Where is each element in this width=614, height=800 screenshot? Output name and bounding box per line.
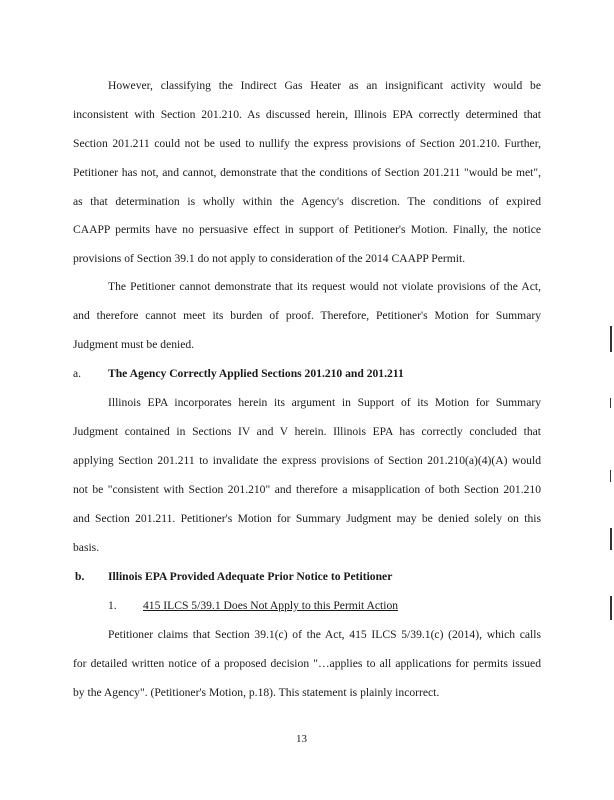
paragraph-4-line: by the Agency". (Petitioner's Motion, p.18). This statement is plainly incorrect. (73, 686, 440, 699)
paragraph-1-line: However, classifying the Indirect Gas Heater as an insignificant activity would be (108, 79, 541, 92)
paragraph-2-line: and therefore cannot meet its burden of proof. Therefore, Petitioner's Motion for Summary (73, 309, 541, 322)
paragraph-3-line: Illinois EPA incorporates herein its argument in Support of its Motion for Summary (108, 396, 541, 409)
paragraph-1-line: CAAPP permits have no persuasive effect in support of Petitioner's Motion. Finally, the notice (73, 223, 541, 236)
scan-edge-mark (610, 326, 612, 352)
paragraph-1-line: Section 201.211 could not be used to nullify the express provisions of Section 201.210. Further, (73, 137, 541, 150)
subheading-1-title (143, 599, 398, 613)
subheading-1-label: 1. (108, 599, 117, 612)
heading-a-title: The Agency Correctly Applied Sections 201.210 and 201.211 (108, 367, 404, 380)
scan-edge-mark (610, 528, 612, 550)
paragraph-2-line: Judgment must be denied. (73, 338, 195, 351)
heading-b-label: b. (75, 570, 85, 583)
paragraph-3-line: applying Section 201.211 to invalidate the express provisions of Section 201.210(a)(4)(A) would (73, 454, 541, 467)
paragraph-4-line: Petitioner claims that Section 39.1(c) of the Act, 415 ILCS 5/39.1(c) (2014), which calls (108, 628, 541, 641)
paragraph-1-line: Petitioner has not, and cannot, demonstrate that the conditions of Section 201.211 "would be met", (73, 166, 541, 179)
paragraph-1-line: provisions of Section 39.1 do not apply to consideration of the 2014 CAAPP Permit. (73, 252, 466, 265)
subheading-1-part2: Does Not Apply (220, 599, 302, 612)
heading-a-label: a. (73, 367, 82, 380)
paragraph-3-line: basis. (73, 541, 100, 554)
scan-edge-mark (610, 596, 612, 620)
paragraph-2-line: The Petitioner cannot demonstrate that its request would not violate provisions of the Act, (108, 280, 541, 293)
paragraph-1-line: inconsistent with Section 201.210. As discussed herein, Illinois EPA correctly determined that (73, 108, 541, 121)
scan-edge-mark (610, 398, 611, 408)
subheading-1-part1: 415 ILCS 5/39.1 (143, 599, 221, 612)
paragraph-3-line: not be "consistent with Section 201.210" and therefore a misapplication of both Section 201.210 (73, 483, 541, 496)
paragraph-3-line: and Section 201.211. Petitioner's Motion for Summary Judgment may be denied solely on this (73, 512, 541, 525)
page-number: 13 (296, 733, 307, 745)
subheading-1-part3: to this Permit Action (301, 599, 399, 612)
paragraph-3-line: Judgment contained in Sections IV and V herein. Illinois EPA has correctly concluded that (73, 425, 541, 438)
scan-edge-mark (610, 470, 611, 482)
heading-b-title: Illinois EPA Provided Adequate Prior Notice to Petitioner (108, 570, 393, 583)
paragraph-4-line: for detailed written notice of a proposed decision "…applies to all applications for permits issued (73, 657, 541, 670)
paragraph-1-line: as that determination is wholly within the Agency's discretion. The conditions of expired (73, 195, 541, 208)
